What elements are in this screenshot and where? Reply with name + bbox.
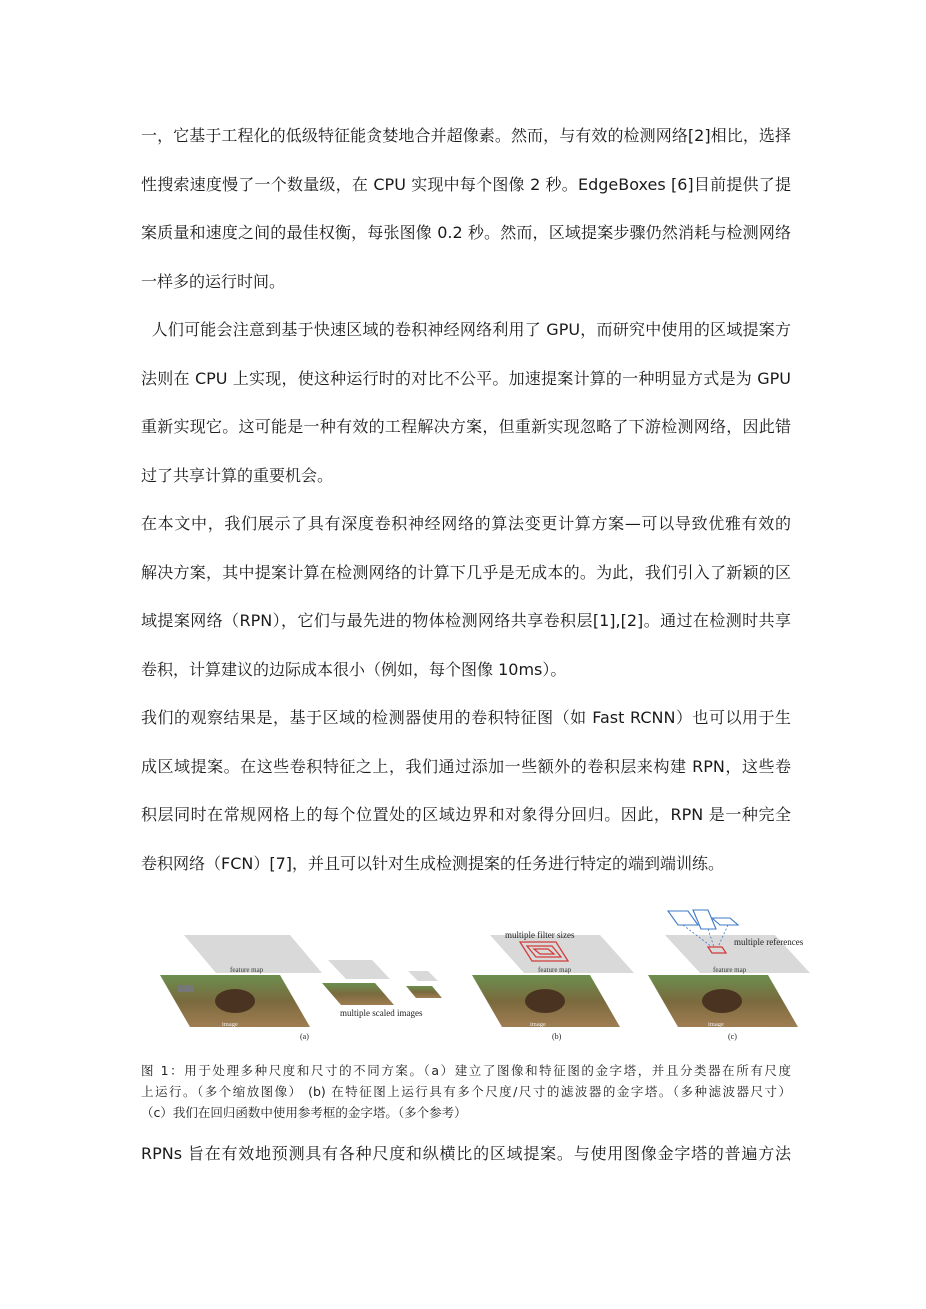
filter-sizes-label: multiple filter sizes (505, 930, 575, 940)
image-plane-tiny (406, 986, 442, 998)
text-line: 卷积，计算建议的边际成本很小（例如，每个图像 10ms）。 (141, 659, 567, 679)
paragraph-2 (141, 306, 791, 500)
panel-c (648, 910, 810, 1041)
text-line: 案质量和速度之间的最佳权衡，每张图像 0.2 秒。然而，区域提案步骤仍然消耗与检测网络 (141, 223, 791, 242)
car-photo (178, 985, 194, 992)
feature-map-plane-tiny (408, 971, 438, 981)
figure-caption (141, 1060, 791, 1123)
paragraph-4 (141, 694, 791, 888)
feature-map-label: feature map (538, 966, 572, 974)
horse-rider-photo (215, 989, 255, 1013)
image-plane-small (322, 983, 394, 1005)
paragraph-3 (141, 500, 791, 694)
text-line: 域提案网络（RPN），它们与最先进的物体检测网络共享卷积层[1],[2]。通过在检测时共享 (141, 611, 791, 630)
reference-box-1 (668, 911, 698, 925)
text-line: 卷积网络（FCN）[7]，并且可以针对生成检测提案的任务进行特定的端到端训练。 (141, 853, 725, 873)
paragraph-5 (141, 1130, 791, 1179)
text-line: 在本文中，我们展示了具有深度卷积神经网络的算法变更计算方案—可以导致优雅有效的 (141, 514, 791, 533)
panel-a (160, 935, 442, 1041)
figure-1-pyramid-schemes (160, 905, 820, 1045)
text-line: 解决方案，其中提案计算在检测网络的计算下几乎是无成本的。为此，我们引入了新颖的区 (141, 562, 791, 582)
text-line: 我们的观察结果是，基于区域的检测器使用的卷积特征图（如 Fast RCNN）也可以用于生 (141, 708, 791, 727)
text-line: 一，它基于工程化的低级特征能贪婪地合并超像素。然而，与有效的检测网络[2]相比，选择 (141, 126, 791, 145)
feature-map-label: feature map (230, 966, 264, 974)
caption-line: 上运行。（多个缩放图像） (b) 在特征图上运行具有多个尺度/尺寸的滤波器的金字塔。（多种滤波器尺寸） (141, 1084, 791, 1099)
paragraph-1 (141, 112, 791, 306)
caption-line: 图 1：用于处理多种尺度和尺寸的不同方案。（a）建立了图像和特征图的金字塔，并且分类器在所有尺度 (141, 1063, 791, 1078)
horse-rider-photo (525, 989, 565, 1013)
image-label: image (222, 1021, 238, 1028)
text-line: 法则在 CPU 上实现，使这种运行时的对比不公平。加速提案计算的一种明显方式是为 GPU (141, 368, 791, 388)
reference-box-3 (712, 918, 738, 925)
panel-b (472, 930, 634, 1041)
text-line: 性搜索速度慢了一个数量级，在 CPU 实现中每个图像 2 秒。EdgeBoxes [6]目前提供了提 (141, 174, 791, 194)
feature-map-plane-small (328, 960, 390, 979)
text-line: 人们可能会注意到基于快速区域的卷积神经网络利用了 GPU，而研究中使用的区域提案方 (141, 320, 791, 339)
text-line: 过了共享计算的重要机会。 (141, 465, 334, 485)
panel-c-tag: (c) (728, 1032, 737, 1041)
text-line: 积层同时在常规网格上的每个位置处的区域边界和对象得分回归。因此，RPN 是一种完全 (141, 805, 791, 824)
horse-rider-photo (702, 989, 742, 1013)
reference-box-2 (693, 910, 716, 929)
feature-map-label: feature map (713, 966, 747, 974)
references-label: multiple references (734, 937, 804, 947)
text-line: 成区域提案。在这些卷积特征之上，我们通过添加一些额外的卷积层来构建 RPN，这些卷 (141, 756, 791, 776)
caption-line: （c）我们在回归函数中使用参考框的金字塔。（多个参考） (141, 1105, 467, 1120)
scaled-images-label: multiple scaled images (340, 1008, 423, 1018)
text-line: RPNs 旨在有效地预测具有各种尺度和纵横比的区域提案。与使用图像金字塔的普遍方法 (141, 1144, 791, 1163)
image-label: image (708, 1021, 724, 1028)
text-line: 重新实现它。这可能是一种有效的工程解决方案，但重新实现忽略了下游检测网络，因此错 (141, 417, 791, 436)
panel-b-tag: (b) (552, 1032, 562, 1041)
text-line: 一样多的运行时间。 (141, 271, 286, 291)
image-label: image (530, 1021, 546, 1028)
panel-a-tag: (a) (300, 1032, 309, 1041)
